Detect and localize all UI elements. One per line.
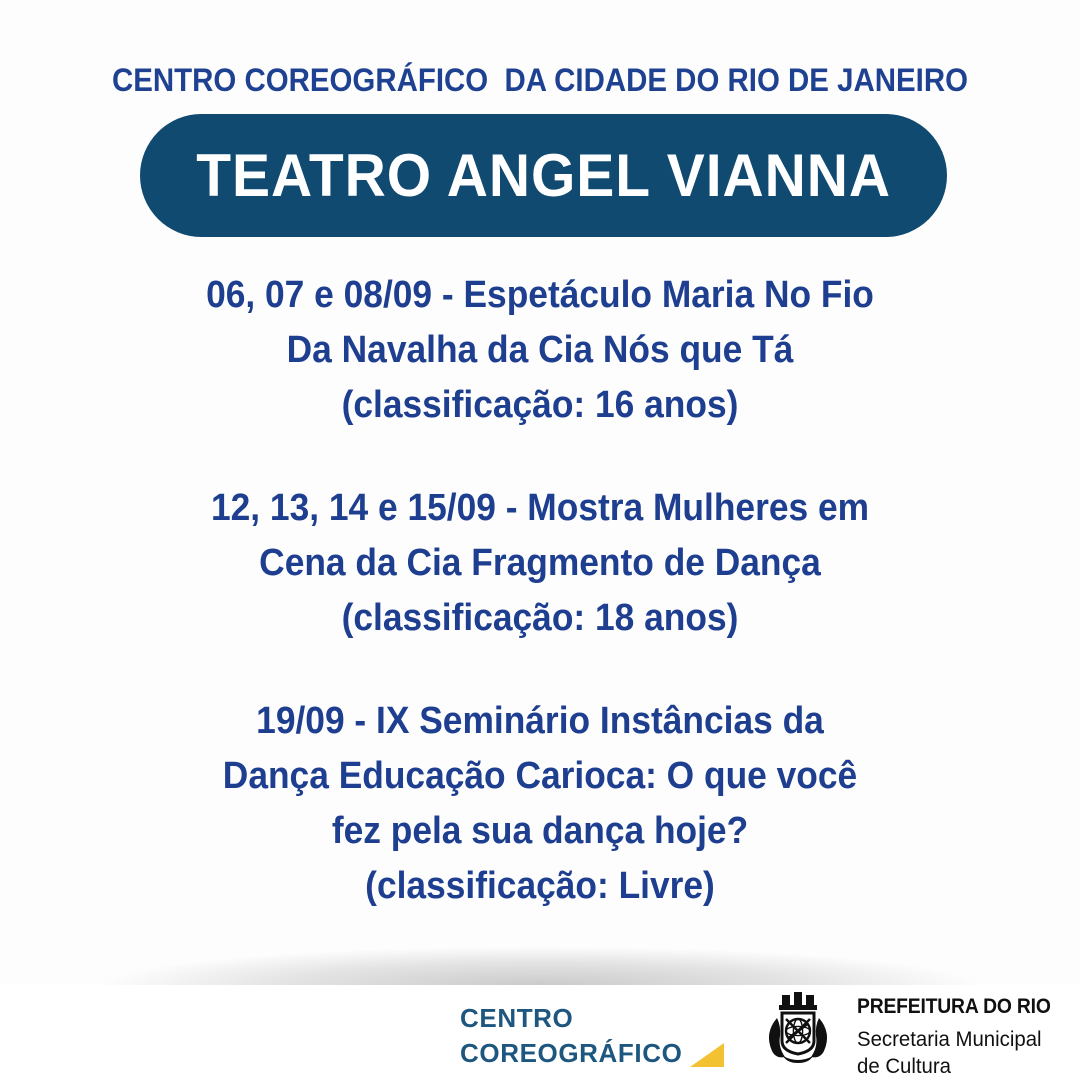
centro-logo-line2: COREOGRÁFICO <box>460 1038 683 1068</box>
prefeitura-subtitle <box>857 1026 1061 1080</box>
event-1-line-1: 06, 07 e 08/09 - Espetáculo Maria No Fio <box>206 274 874 316</box>
event-item-1 <box>0 268 1080 433</box>
centro-logo-line1: CENTRO <box>460 1003 574 1033</box>
venue-pill <box>140 114 947 237</box>
prefeitura-logo-group <box>761 990 1068 1080</box>
event-1-line-2: Da Navalha da Cia Nós que Tá <box>286 329 794 371</box>
rio-coat-of-arms-icon <box>761 990 835 1070</box>
event-2-line-3: (classificação: 18 anos) <box>341 597 739 639</box>
venue-title: TEATRO ANGEL VIANNA <box>196 142 891 209</box>
yellow-triangle-icon <box>690 1041 724 1067</box>
event-2-line-1: 12, 13, 14 e 15/09 - Mostra Mulheres em <box>210 487 870 529</box>
header-tagline: CENTRO COREOGRÁFICO DA CIDADE DO RIO DE JANEIRO <box>111 62 968 98</box>
event-3-line-4: (classificação: Livre) <box>365 865 715 907</box>
event-list <box>0 268 1080 962</box>
prefeitura-subtitle-line2: de Cultura <box>857 1055 951 1078</box>
centro-logo-line2-wrap <box>460 1036 724 1071</box>
event-item-3 <box>0 694 1080 914</box>
event-item-2 <box>0 481 1080 646</box>
prefeitura-title: PREFEITURA DO RIO <box>857 995 1051 1018</box>
event-3-line-1: 19/09 - IX Seminário Instâncias da <box>256 700 824 742</box>
prefeitura-subtitle-line1: Secretaria Municipal <box>857 1028 1042 1051</box>
event-1-line-3: (classificação: 16 anos) <box>341 384 739 426</box>
centro-coreografico-logo <box>460 1001 724 1071</box>
event-2-line-2: Cena da Cia Fragmento de Dança <box>259 542 821 584</box>
prefeitura-text-block <box>857 990 1068 1080</box>
event-3-line-2: Dança Educação Carioca: O que você <box>222 755 858 797</box>
event-3-line-3: fez pela sua dança hoje? <box>331 810 749 852</box>
